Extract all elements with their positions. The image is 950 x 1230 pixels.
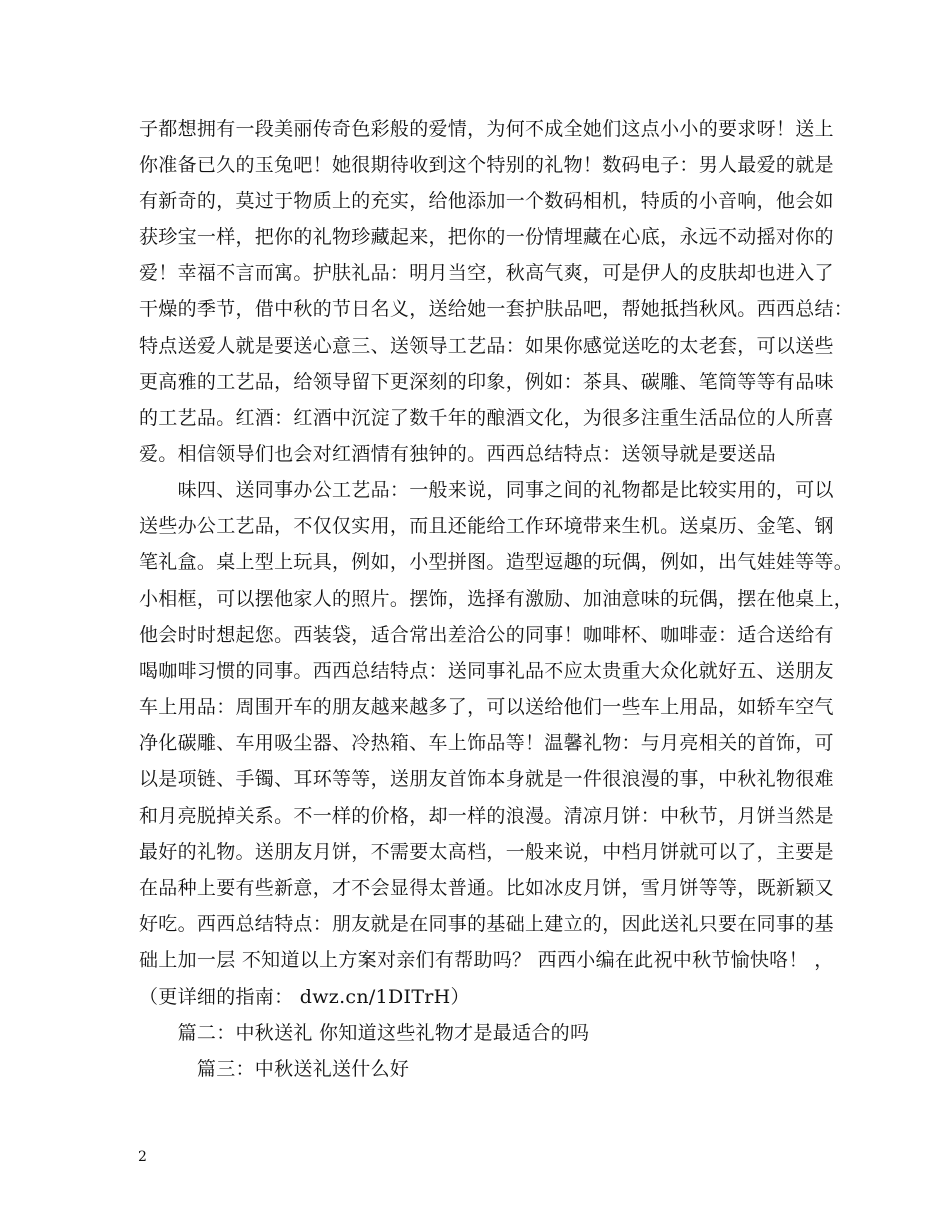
- text-line: 最好的礼物。送朋友月饼，不需要太高档，一般来说，中档月饼就可以了，主要是: [139, 841, 834, 863]
- text-line: 的工艺品。红酒：红酒中沉淀了数千年的酿酒文化，为很多注重生活品位的人所喜: [139, 407, 834, 429]
- text-line: 他会时时想起您。西装袋，适合常出差洽公的同事！咖啡杯、咖啡壶：适合送给有: [139, 624, 834, 646]
- text-line: 在品种上要有些新意，才不会显得太普通。比如冰皮月饼，雪月饼等等，既新颖又: [139, 877, 834, 899]
- text-line: 子都想拥有一段美丽传奇色彩般的爱情，为何不成全她们这点小小的要求呀！送上: [139, 118, 834, 140]
- text-line: （更详细的指南： dwz.cn/1DITrH）: [139, 986, 470, 1008]
- text-line: 有新奇的，莫过于物质上的充实，给他添加一个数码相机，特质的小音响，他会如: [139, 190, 834, 212]
- text-line: 更高雅的工艺品，给领导留下更深刻的印象，例如：茶具、碳雕、笔筒等等有品味: [139, 371, 834, 393]
- text-line: 车上用品：周围开车的朋友越来越多了，可以送给他们一些车上用品，如轿车空气: [139, 696, 834, 718]
- text-line: 篇三：中秋送礼送什么好: [139, 1058, 410, 1080]
- page-number: 2: [138, 1149, 147, 1165]
- text-line: 以是项链、手镯、耳环等等，送朋友首饰本身就是一件很浪漫的事，中秋礼物很难: [139, 768, 834, 790]
- text-line: 篇二：中秋送礼 你知道这些礼物才是最适合的吗: [139, 1022, 590, 1044]
- text-line: 干燥的季节，借中秋的节日名义，送给她一套护肤品吧，帮她抵挡秋风。西西总结：: [139, 298, 854, 320]
- text-line: 味四、送同事办公工艺品：一般来说，同事之间的礼物都是比较实用的，可以: [139, 479, 834, 501]
- text-line: 好吃。西西总结特点：朋友就是在同事的基础上建立的，因此送礼只要在同事的基: [139, 913, 834, 935]
- text-line: 获珍宝一样，把你的礼物珍藏起来，把你的一份情埋藏在心底，永远不动摇对你的: [139, 226, 834, 248]
- text-line: 小相框，可以摆他家人的照片。摆饰，选择有激励、加油意味的玩偶，摆在他桌上，: [139, 588, 854, 610]
- text-line: 净化碳雕、车用吸尘器、冷热箱、车上饰品等！温馨礼物：与月亮相关的首饰，可: [139, 732, 834, 754]
- text-line: 爱！幸福不言而寓。护肤礼品：明月当空，秋高气爽，可是伊人的皮肤却也进入了: [139, 262, 834, 284]
- text-line: 础上加一层 不知道以上方案对亲们有帮助吗？ 西西小编在此祝中秋节愉快咯！ ，: [139, 949, 834, 971]
- text-line: 送些办公工艺品，不仅仅实用，而且还能给工作环境带来生机。送桌历、金笔、钢: [139, 515, 834, 537]
- text-line: 喝咖啡习惯的同事。西西总结特点：送同事礼品不应太贵重大众化就好五、送朋友: [139, 660, 834, 682]
- text-line: 爱。相信领导们也会对红酒情有独钟的。西西总结特点：送领导就是要送品: [139, 443, 776, 465]
- text-line: 和月亮脱掉关系。不一样的价格，却一样的浪漫。清凉月饼：中秋节，月饼当然是: [139, 805, 834, 827]
- text-line: 笔礼盒。桌上型上玩具，例如，小型拼图。造型逗趣的玩偶，例如，出气娃娃等等。: [139, 551, 854, 573]
- text-line: 特点送爱人就是要送心意三、送领导工艺品：如果你感觉送吃的太老套，可以送些: [139, 335, 834, 357]
- text-line: 你准备已久的玉兔吧！她很期待收到这个特别的礼物！数码电子：男人最爱的就是: [139, 154, 834, 176]
